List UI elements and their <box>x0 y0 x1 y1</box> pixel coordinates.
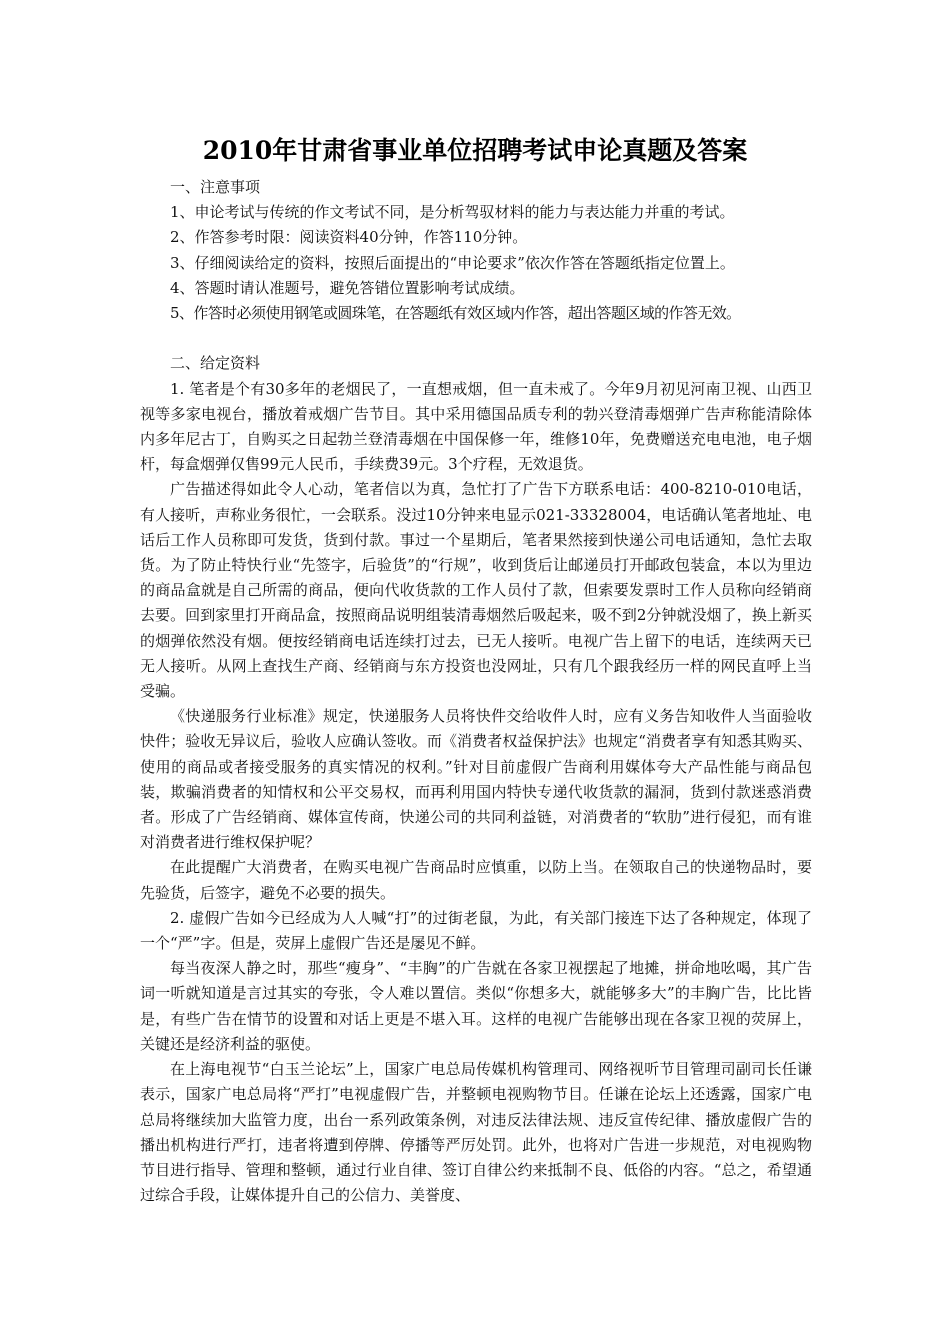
material-paragraph: 广告描述得如此令人心动，笔者信以为真，急忙打了广告下方联系电话：400-8210-010电话，有人接听，声称业务很忙，一会联系。没过10分钟来电显示021-33328004，电话确认笔者地址、电话后工作人员称即可发货，货到付款。事过一个星期后，笔者果然接到快递公司电话通知，急忙去取货。为了防止特快行业“先签字，后验货”的“行规”，收到货后让邮递员打开邮政包装盒，本以为里边的商品盒就是自己所需的商品，便向代收货款的工作人员付了款，但索要发票时工作人员称向经销商去要。回到家里打开商品盒，按照商品说明组装清毒烟然后吸起来，吸不到2分钟就没烟了，换上新买的烟弹依然没有烟。便按经销商电话连续打过去，已无人接听。电视广告上留下的电话，连续两天已无人接听。从网上查找生产商、经销商与东方投资也没网址，只有几个跟我经历一样的网民直呼上当受骗。 <box>140 480 812 701</box>
material-paragraph: 在上海电视节“白玉兰论坛”上，国家广电总局传媒机构管理司、网络视听节目管理司副司长任谦表示，国家广电总局将“严打”电视虚假广告，并整顿电视购物节目。任谦在论坛上还透露，国家广电总局将继续加大监管力度，出台一系列政策条例，对违反法律法规、违反宣传纪律、播放虚假广告的播出机构进行严打，违者将遭到停牌、停播等严厉处罚。此外，也将对广告进一步规范，对电视购物节目进行指导、管理和整顿，通过行业自律、签订自律公约来抵制不良、低俗的内容。“总之，希望通过综合手段，让媒体提升自己的公信力、美誉度、 <box>140 1060 812 1205</box>
notice-item: 4、答题时请认准题号，避免答错位置影响考试成绩。 <box>170 278 525 297</box>
notice-item: 5、作答时必须使用钢笔或圆珠笔，在答题纸有效区域内作答，超出答题区域的作答无效。 <box>170 304 741 323</box>
document-body <box>140 175 812 1208</box>
material-paragraph: 2. 虚假广告如今已经成为人人喊“打”的过街老鼠，为此，有关部门接连下达了各种规定，体现了一个“严”字。但是，荧屏上虚假广告还是屡见不鲜。 <box>140 908 812 953</box>
section-heading-materials: 二、给定资料 <box>170 354 261 373</box>
document-title: 2010年甘肃省事业单位招聘考试申论真题及答案 <box>202 136 748 165</box>
material-paragraph: 每当夜深人静之时，那些“瘦身”、“丰胸”的广告就在各家卫视摆起了地摊，拼命地吆喝，其广告词一听就知道是言过其实的夸张，令人难以置信。类似“你想多大，就能够多大”的丰胸广告，比比皆是，有些广告在情节的设置和对话上更是不堪入耳。这样的电视广告能够出现在各家卫视的荧屏上，关键还是经济利益的驱使。 <box>140 959 812 1053</box>
material-paragraph: 《快递服务行业标准》规定，快递服务人员将快件交给收件人时，应有义务告知收件人当面验收快件；验收无异议后，验收人应确认签收。而《消费者权益保护法》也规定“消费者享有知悉其购买、使用的商品或者接受服务的真实情况的权利。”针对目前虚假广告商利用媒体夸大产品性能与商品包装，欺骗消费者的知情权和公平交易权，而再利用国内特快专递代收货款的漏洞，货到付款迷惑消费者。形成了广告经销商、媒体宣传商，快递公司的共同利益链，对消费者的“软肋”进行侵犯，而有谁对消费者进行维权保护呢？ <box>140 707 812 852</box>
material-paragraph: 在此提醒广大消费者，在购买电视广告商品时应慎重，以防上当。在领取自己的快递物品时，要先验货，后签字，避免不必要的损失。 <box>140 858 812 902</box>
section-heading-notice: 一、注意事项 <box>170 178 261 196</box>
notice-item: 3、仔细阅读给定的资料，按照后面提出的“申论要求”依次作答在答题纸指定位置上。 <box>170 253 735 272</box>
notice-item: 1、申论考试与传统的作文考试不同，是分析驾驭材料的能力与表达能力并重的考试。 <box>170 203 735 222</box>
paragraph-spacer <box>140 326 812 351</box>
notice-item: 2、作答参考时限：阅读资料40分钟，作答110分钟。 <box>170 228 528 247</box>
material-paragraph: 1. 笔者是个有30多年的老烟民了，一直想戒烟，但一直未戒了。今年9月初见河南卫视、山西卫视等多家电视台，播放着戒烟广告节目。其中采用德国品质专利的勃兴登清毒烟弹广告声称能清除体内多年尼古丁，自购买之日起勃兰登清毒烟在中国保修一年，维修10年，免费赠送充电电池，电子烟杆，每盒烟弹仅售99元人民币，手续费39元。3个疗程，无效退货。 <box>140 379 812 474</box>
